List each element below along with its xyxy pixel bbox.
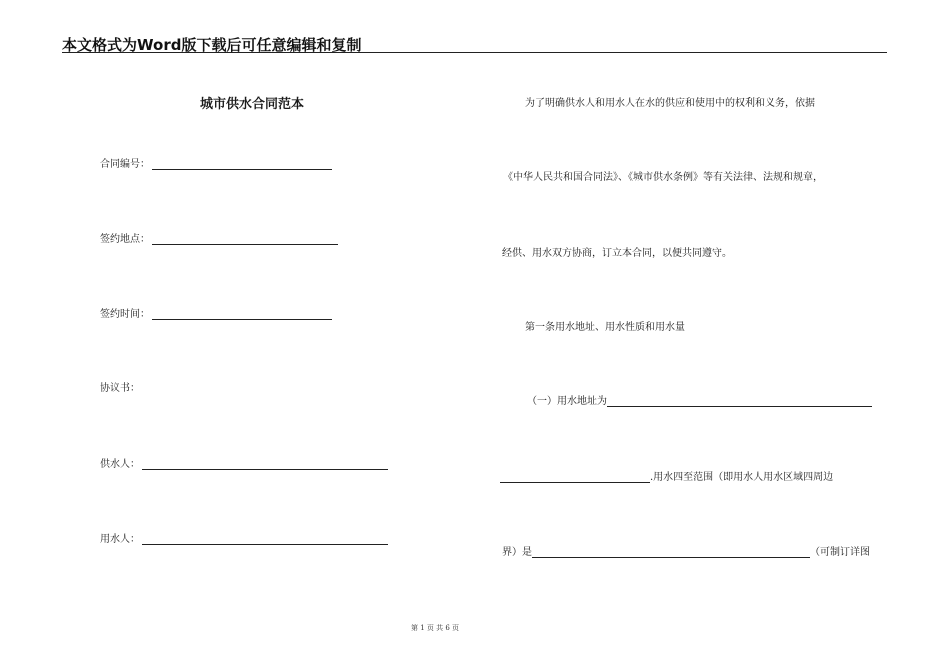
article-1-heading: 第一条用水地址、用水性质和用水量 — [525, 322, 685, 333]
user-blank — [142, 534, 388, 545]
boundary-suffix: （可制订详图 — [810, 547, 870, 558]
paragraph-line-3: 经供、用水双方协商，订立本合同，以便共同遵守。 — [502, 248, 732, 259]
paragraph-line-2: 《中华人民共和国合同法》、《城市供水条例》等有关法律、法规和规章， — [503, 172, 823, 183]
header-rule — [62, 52, 887, 53]
sign-time-blank — [152, 309, 332, 320]
supplier-label: 供水人： — [100, 459, 140, 470]
document-header: 本文格式为Word版下载后可任意编辑和复制 — [62, 36, 362, 54]
user-field — [100, 530, 388, 545]
paragraph-line-1: 为了明确供水人和用水人在水的供应和使用中的权利和义务，依据 — [525, 98, 815, 109]
boundary-label: 界）是 — [502, 547, 532, 558]
user-label: 用水人： — [100, 534, 140, 545]
water-range-text: .用水四至范围（即用水人用水区域四周边 — [650, 472, 834, 483]
contract-number-label: 合同编号： — [100, 159, 150, 170]
contract-number-blank — [152, 159, 332, 170]
sign-place-blank — [152, 234, 338, 245]
water-address-blank — [607, 396, 872, 407]
boundary-line — [502, 543, 870, 558]
sign-time-field — [100, 305, 332, 320]
agreement-label: 协议书： — [100, 383, 140, 394]
sign-place-field — [100, 230, 338, 245]
sign-time-label: 签约时间： — [100, 309, 150, 320]
agreement-field — [100, 379, 140, 394]
water-range-blank — [500, 472, 650, 483]
water-address-line — [527, 392, 872, 407]
contract-number-field — [100, 155, 332, 170]
water-range-line — [500, 468, 833, 483]
supplier-field — [100, 455, 388, 470]
page-footer: 第 1 页 共 6 页 — [410, 624, 460, 632]
supplier-blank — [142, 459, 388, 470]
boundary-blank — [532, 547, 810, 558]
document-title: 城市供水合同范本 — [200, 97, 305, 112]
sign-place-label: 签约地点： — [100, 234, 150, 245]
water-address-label: （一）用水地址为 — [527, 396, 607, 407]
